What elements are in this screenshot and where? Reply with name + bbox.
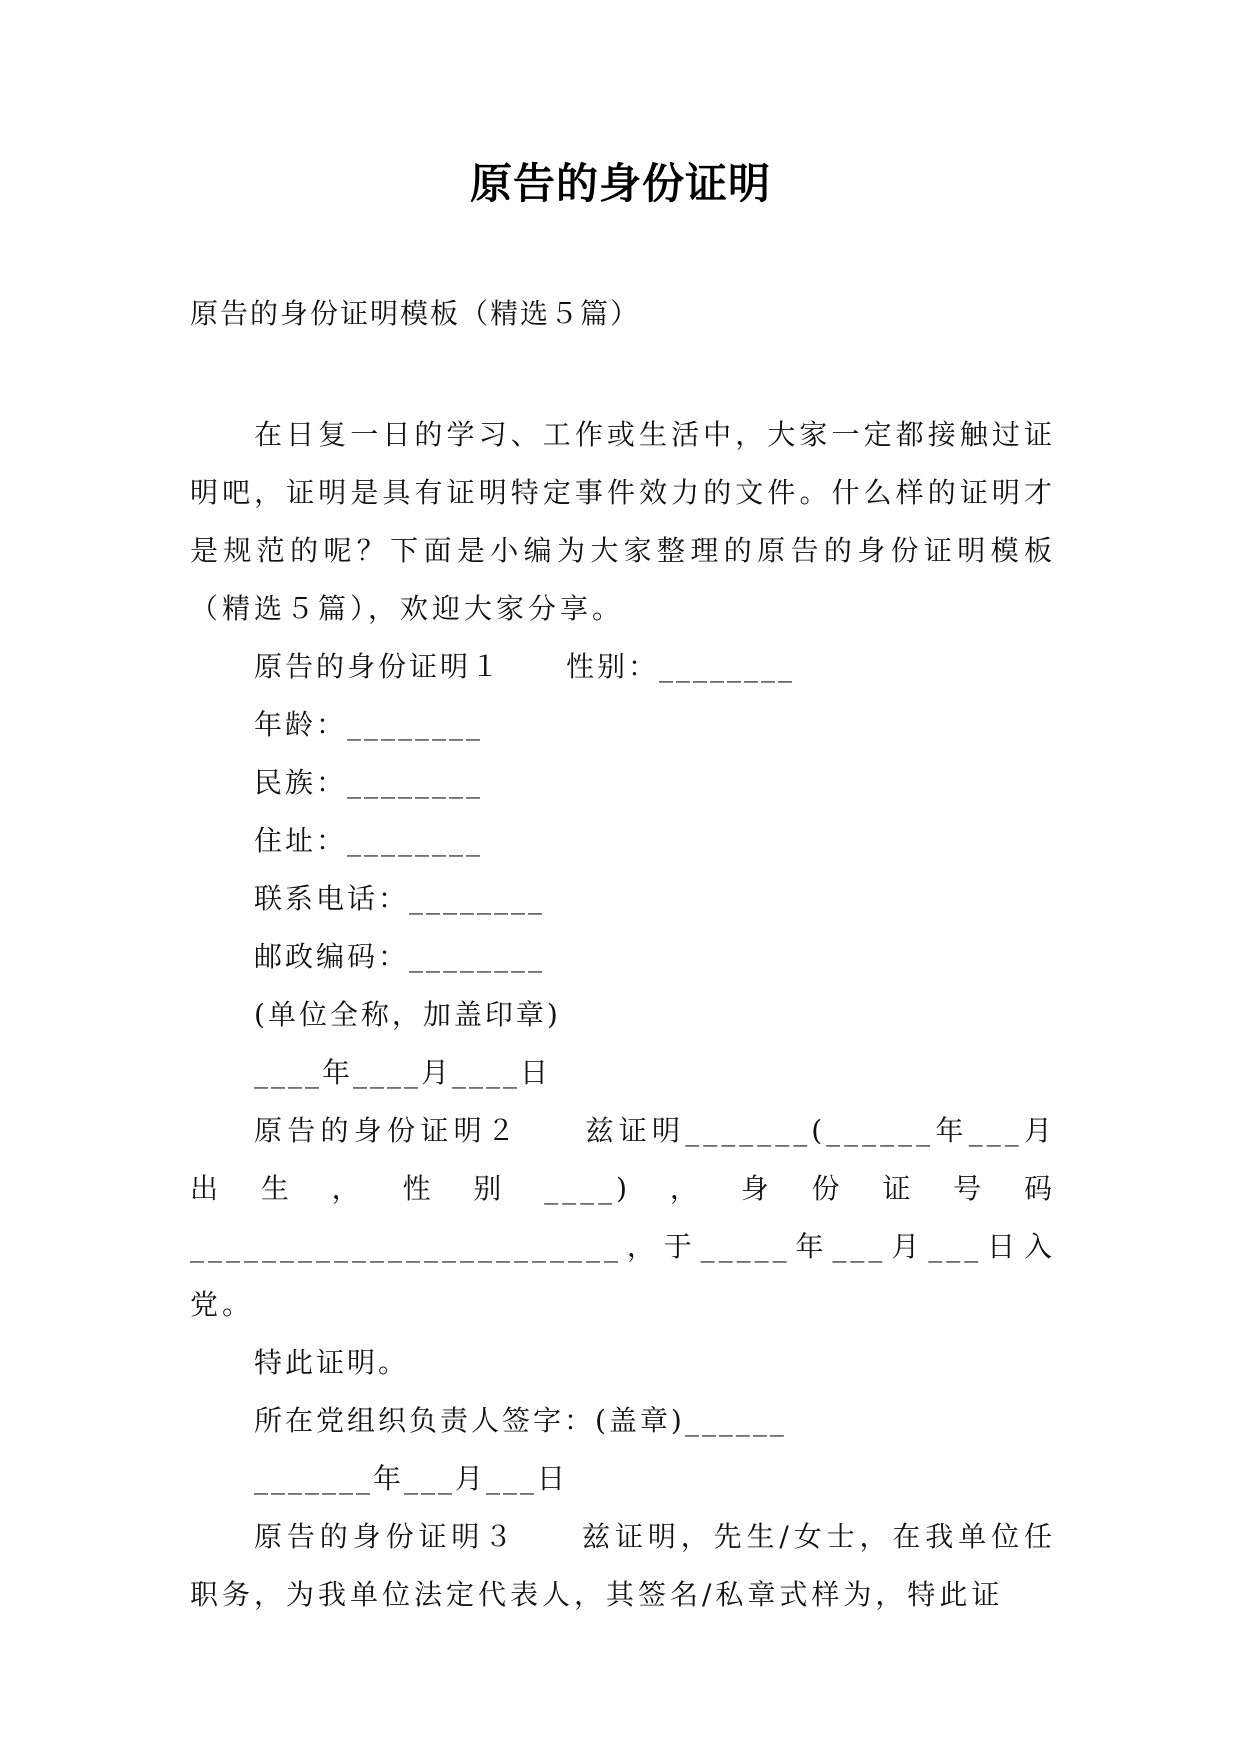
- document-title: 原告的身份证明: [469, 159, 771, 208]
- phone-field: 联系电话：________: [254, 882, 546, 915]
- section-1-heading-line: [190, 638, 1056, 696]
- section-2-paragraph: [190, 1102, 1056, 1334]
- section-1-heading: 原告的身份证明１: [254, 650, 503, 683]
- section-2-date: _______年___月___日: [254, 1462, 569, 1495]
- gender-field: 性别：________: [566, 650, 796, 683]
- ethnicity-field: 民族：________: [254, 766, 484, 799]
- section-2-signature: 所在党组织负责人签字：(盖章)______: [254, 1404, 787, 1437]
- section-1-date: ____年____月____日: [254, 1056, 552, 1089]
- section-3-heading: 原告的身份证明３: [254, 1520, 518, 1553]
- document-subtitle: 原告的身份证明模板（精选５篇）: [190, 297, 641, 330]
- intro-paragraph: 在日复一日的学习、工作或生活中，大家一定都接触过证明吧，证明是具有证明特定事件效力的文件。什么样的证明才是规范的呢？下面是小编为大家整理的原告的身份证明模板（精选５篇），欢迎大家分享。: [190, 418, 1056, 625]
- section-2-text: 兹证明_______(______年___月出生，性别____)，身份证号码________________________，于_____年___月___日入党。: [190, 1114, 1056, 1321]
- address-field: 住址：________: [254, 824, 484, 857]
- section-2-certify: 特此证明。: [254, 1346, 410, 1379]
- section-3-text: 兹证明，先生/女士，在我单位任职务，为我单位法定代表人，其签名/私章式样为，特此证: [190, 1520, 1056, 1611]
- postcode-field: 邮政编码：________: [254, 940, 546, 973]
- age-field: 年龄：________: [254, 708, 484, 741]
- document-body: [190, 406, 1056, 1624]
- unit-seal-note: (单位全称，加盖印章): [254, 998, 561, 1031]
- section-2-heading: 原告的身份证明２: [254, 1114, 521, 1147]
- section-3-paragraph: [190, 1508, 1056, 1624]
